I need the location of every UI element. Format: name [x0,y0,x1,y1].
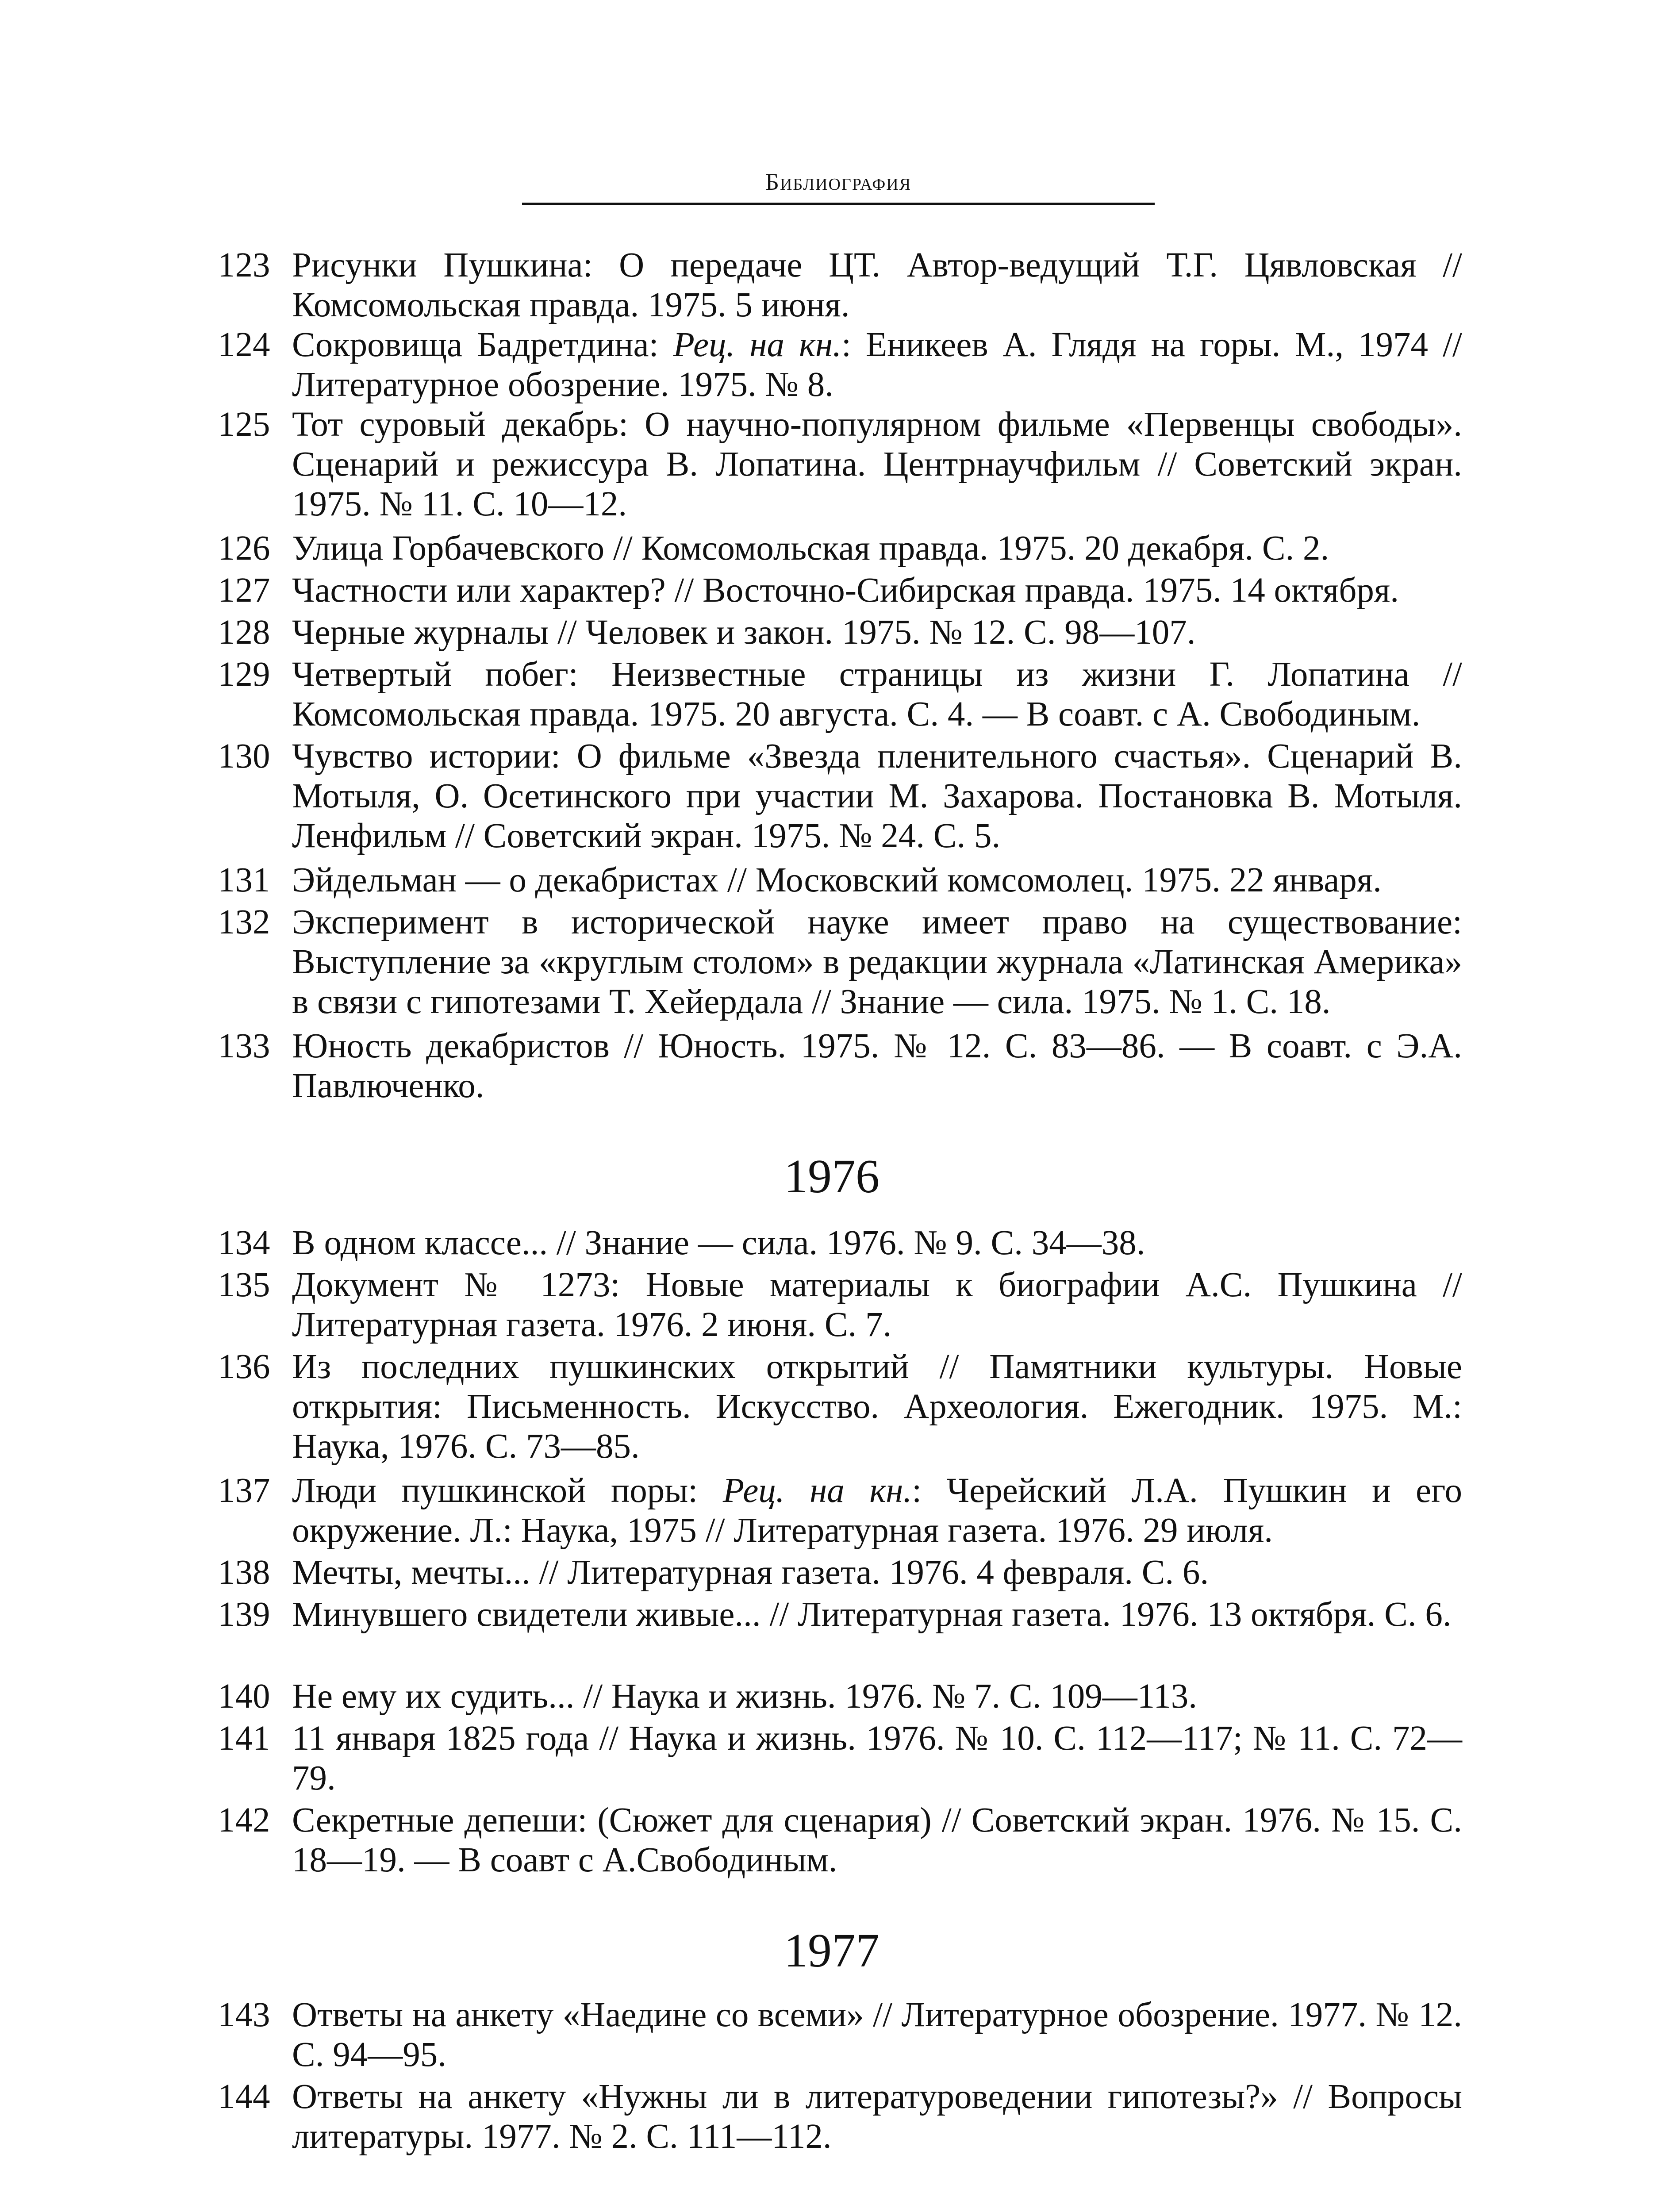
italic-review-marker: Рец. на кн. [722,1471,912,1510]
entry-text: В одном классе... // Знание — сила. 1976. № 9. С. 34—38. [292,1224,1145,1262]
entry-text: Юность декабристов // Юность. 1975. № 12. С. 83—86. — В соавт. с Э.А. Павлюченко. [292,1027,1462,1105]
entry-text: 11 января 1825 года // Наука и жизнь. 1976. № 10. С. 112—117; № 11. С. 72—79. [292,1719,1462,1797]
entry-text: Рисунки Пушкина: О передаче ЦТ. Автор-ведущий Т.Г. Цявловская // Комсомольская правда. 1975. 5 июня. [292,246,1462,324]
entry-number: 141 [218,1719,270,1758]
entry-number: 131 [218,861,270,899]
entry-text: Минувшего свидетели живые... // Литературная газета. 1976. 13 октября. С. 6. [292,1595,1452,1634]
running-head: Библиография [765,169,912,195]
entry-text: Не ему их судить... // Наука и жизнь. 1976. № 7. С. 109—113. [292,1677,1198,1716]
entry-text: Документ № 1273: Новые материалы к биографии А.С. Пушкина // Литературная газета. 1976. 2 июня. С. 7. [292,1266,1462,1344]
entry-number: 143 [218,1996,270,2034]
entry-number: 123 [218,246,270,284]
entry-number: 138 [218,1553,270,1592]
entry-number: 128 [218,613,270,652]
entry-number: 135 [218,1266,270,1304]
year-heading: 1976 [784,1150,880,1203]
entry-number: 127 [218,571,270,610]
entry-text: Четвертый побег: Неизвестные страницы из жизни Г. Лопатина // Комсомольская правда. 1975. 20 августа. С. 4. — В соавт. с А. Свободиным. [292,655,1462,733]
entry-number: 129 [218,655,270,694]
entry-number: 137 [218,1471,270,1510]
italic-review-marker: Рец. на кн. [673,326,841,364]
entry-text: Мечты, мечты... // Литературная газета. 1976. 4 февраля. С. 6. [292,1553,1209,1592]
entry-number: 130 [218,737,270,776]
entry-text: Ответы на анкету «Нужны ли в литературоведении гипотезы?» // Вопросы литературы. 1977. № 2. С. 111—112. [292,2078,1462,2156]
entry-number: 132 [218,903,270,941]
entry-text: Частности или характер? // Восточно-Сибирская правда. 1975. 14 октября. [292,571,1399,610]
entry-number: 140 [218,1677,270,1716]
entry-text: Чувство истории: О фильме «Звезда пленительного счастья». Сценарий В. Мотыля, О. Осетинского при участии М. Захарова. Постановка В. Мотыля. Ленфильм // Советский экран. 1975. № 24. С. 5. [292,737,1462,855]
entry-text: Эксперимент в исторической науке имеет право на существование: Выступление за «круглым столом» в редакции журнала «Латинская Америка» в связи с гипотезами Т. Хейердала // Знание — сила. 1975. № 1. С. 18. [292,903,1462,1021]
entry-text: Из последних пушкинских открытий // Памятники культуры. Новые открытия: Письменность. Искусство. Археология. Ежегодник. 1975. М.: Наука, 1976. С. 73—85. [292,1348,1462,1466]
entry-number: 124 [218,326,270,364]
entry-number: 136 [218,1348,270,1386]
entry-text: Сокровища Бадретдина: Рец. на кн.: Еникеев А. Глядя на горы. М., 1974 // Литературное обозрение. 1975. № 8. [292,326,1462,404]
header-rule [522,203,1155,205]
entry-text: Люди пушкинской поры: Рец. на кн.: Черейский Л.А. Пушкин и его окружение. Л.: Наука, 1975 // Литературная газета. 1976. 29 июля. [292,1471,1462,1550]
entry-number: 126 [218,529,270,568]
entry-text: Улица Горбачевского // Комсомольская правда. 1975. 20 декабря. С. 2. [292,529,1329,568]
entry-text: Секретные депеши: (Сюжет для сценария) // Советский экран. 1976. № 15. С. 18—19. — В соавт с А.Свободиным. [292,1801,1462,1879]
entry-number: 125 [218,405,270,444]
entry-text: Тот суровый декабрь: О научно-популярном фильме «Первенцы свободы». Сценарий и режиссура В. Лопатина. Центрнаучфильм // Советский экран. 1975. № 11. С. 10—12. [292,405,1462,523]
entry-text: Эйдельман — о декабристах // Московский комсомолец. 1975. 22 января. [292,861,1382,899]
entry-number: 142 [218,1801,270,1839]
entry-number: 139 [218,1595,270,1634]
year-heading: 1977 [784,1924,880,1977]
entry-text: Черные журналы // Человек и закон. 1975. № 12. С. 98—107. [292,613,1196,652]
entry-number: 134 [218,1224,270,1262]
entry-number: 144 [218,2078,270,2116]
entry-number: 133 [218,1027,270,1065]
entry-text: Ответы на анкету «Наедине со всеми» // Литературное обозрение. 1977. № 12. С. 94—95. [292,1996,1462,2074]
